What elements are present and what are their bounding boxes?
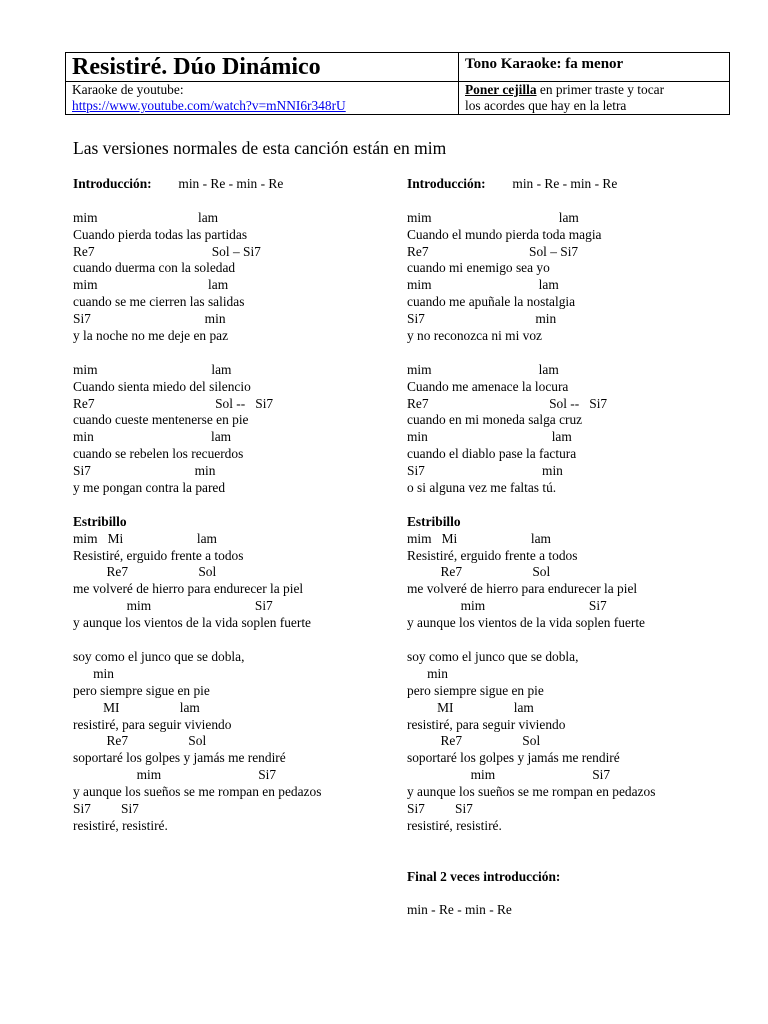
lyric-line: Si7 min [73, 463, 216, 479]
cejilla-text-1: en primer traste y tocar [536, 82, 665, 97]
cejilla-cell [459, 82, 730, 115]
lyric-line: y me pongan contra la pared [73, 480, 226, 496]
lyric-line: cuando cueste mentenerse en pie [73, 412, 249, 428]
lyric-line [407, 885, 655, 902]
lyric-line: mim Si7 [407, 767, 611, 783]
lyric-line: Re7 Sol -- Si7 [407, 395, 608, 411]
version-note: Las versiones normales de esta canción están en mim [73, 138, 447, 158]
lyric-line: Re7 Sol -- Si7 [73, 395, 274, 411]
lyric-line: Si7 min [73, 311, 226, 327]
youtube-link[interactable]: https://www.youtube.com/watch?v=mNNI6r348rU [72, 98, 346, 113]
lyric-line: mim lam [73, 361, 232, 377]
lyric-line: mim Mi lam [73, 530, 217, 546]
section-heading: Introducción: [73, 176, 152, 191]
chord-sequence: min - Re - min - Re [485, 176, 618, 191]
lyric-line: y no reconozca ni mi voz [407, 328, 542, 344]
lyric-line: resistiré, resistiré. [407, 817, 502, 833]
lyric-line [407, 632, 655, 649]
header-table [65, 52, 730, 115]
lyric-line: y la noche no me deje en paz [73, 328, 229, 344]
lyric-line: pero siempre sigue en pie [73, 682, 210, 698]
lyric-line: Resistiré, erguido frente a todos [73, 547, 244, 563]
chord-sequence: min - Re - min - Re [151, 176, 284, 191]
lyric-line: mim Si7 [73, 598, 273, 614]
lyric-line: Si7 Si7 [73, 800, 139, 816]
lyric-line: mim Si7 [73, 767, 277, 783]
karaoke-cell [66, 82, 459, 115]
lyric-line: mim Si7 [407, 598, 607, 614]
lyric-line: Re7 Sol [73, 564, 217, 580]
lyric-line: y aunque los vientos de la vida soplen fuerte [73, 615, 311, 631]
lyric-line: cuando duerma con la soledad [73, 260, 236, 276]
lyric-line: o si alguna vez me faltas tú. [407, 480, 557, 496]
lyric-line: resistiré, para seguir viviendo [407, 716, 566, 732]
lyric-line: Cuando me amenace la locura [407, 378, 569, 394]
lyrics-column-left [73, 176, 321, 835]
lyric-line: Cuando el mundo pierda toda magia [407, 226, 602, 242]
cejilla-text-2: los acordes que hay en la letra [465, 98, 627, 113]
section-heading: Estribillo [73, 513, 127, 529]
lyric-line: y aunque los sueños se me rompan en pedazos [73, 784, 322, 800]
lyric-line: cuando se me cierren las salidas [73, 294, 245, 310]
lyric-line: Resistiré, erguido frente a todos [407, 547, 578, 563]
lyric-line: cuando en mi moneda salga cruz [407, 412, 583, 428]
lyric-line: Si7 Si7 [407, 800, 473, 816]
section-heading: Final 2 veces introducción: [407, 868, 561, 884]
song-title: Resistiré. Dúo Dinámico [66, 53, 459, 82]
lyric-line: mim lam [73, 277, 229, 293]
lyric-line: mim lam [407, 277, 559, 293]
lyric-line: Re7 Sol [73, 733, 207, 749]
lyric-line: Re7 Sol [407, 564, 551, 580]
lyric-line [73, 497, 321, 514]
lyric-line [407, 852, 655, 869]
lyric-line: min lam [73, 429, 232, 445]
lyric-line: soportaré los golpes y jamás me rendiré [73, 750, 286, 766]
lyric-line [73, 632, 321, 649]
lyric-line: Re7 Sol – Si7 [407, 243, 579, 259]
lyric-line: MI lam [73, 699, 200, 715]
lyric-line: me volveré de hierro para endurecer la piel [73, 581, 304, 597]
lyric-line: Si7 min [407, 463, 563, 479]
lyric-line: resistiré, resistiré. [73, 817, 168, 833]
lyric-line: Si7 min [407, 311, 557, 327]
lyric-line [407, 345, 655, 362]
lyric-line: mim lam [407, 361, 559, 377]
lyric-line: mim lam [407, 209, 579, 225]
lyric-line [407, 176, 655, 193]
lyric-line [73, 193, 321, 210]
lyric-line [407, 497, 655, 514]
lyric-line [73, 176, 321, 193]
lyric-line: min [407, 665, 448, 681]
lyric-line: me volveré de hierro para endurecer la piel [407, 581, 638, 597]
lyric-line [407, 193, 655, 210]
lyric-line: Re7 Sol [407, 733, 541, 749]
lyric-line: Cuando sienta miedo del silencio [73, 378, 251, 394]
lyric-line: pero siempre sigue en pie [407, 682, 544, 698]
lyric-line [407, 835, 655, 852]
lyric-line: cuando mi enemigo sea yo [407, 260, 550, 276]
lyric-line: cuando se rebelen los recuerdos [73, 446, 244, 462]
lyric-line: Re7 Sol – Si7 [73, 243, 261, 259]
lyric-line: y aunque los vientos de la vida soplen fuerte [407, 615, 645, 631]
lyric-line: cuando me apuñale la nostalgia [407, 294, 576, 310]
lyric-line: soportaré los golpes y jamás me rendiré [407, 750, 620, 766]
lyric-line: min - Re - min - Re [407, 902, 512, 918]
lyric-line: resistiré, para seguir viviendo [73, 716, 232, 732]
karaoke-key: Tono Karaoke: fa menor [459, 53, 730, 82]
lyric-line: Cuando pierda todas las partidas [73, 226, 248, 242]
lyric-line: MI lam [407, 699, 534, 715]
lyric-line: mim lam [73, 209, 219, 225]
lyric-line: min [73, 665, 114, 681]
section-heading: Estribillo [407, 513, 461, 529]
lyric-line: y aunque los sueños se me rompan en pedazos [407, 784, 656, 800]
lyric-line: mim Mi lam [407, 530, 551, 546]
lyric-line: cuando el diablo pase la factura [407, 446, 577, 462]
section-heading: Introducción: [407, 176, 486, 191]
lyrics-column-right [407, 176, 655, 919]
karaoke-label: Karaoke de youtube: [72, 82, 184, 97]
lyric-line: min lam [407, 429, 572, 445]
lyric-line: soy como el junco que se dobla, [407, 648, 579, 664]
lyric-line [73, 345, 321, 362]
lyric-line: soy como el junco que se dobla, [73, 648, 245, 664]
cejilla-emphasis: Poner cejilla [465, 82, 537, 97]
